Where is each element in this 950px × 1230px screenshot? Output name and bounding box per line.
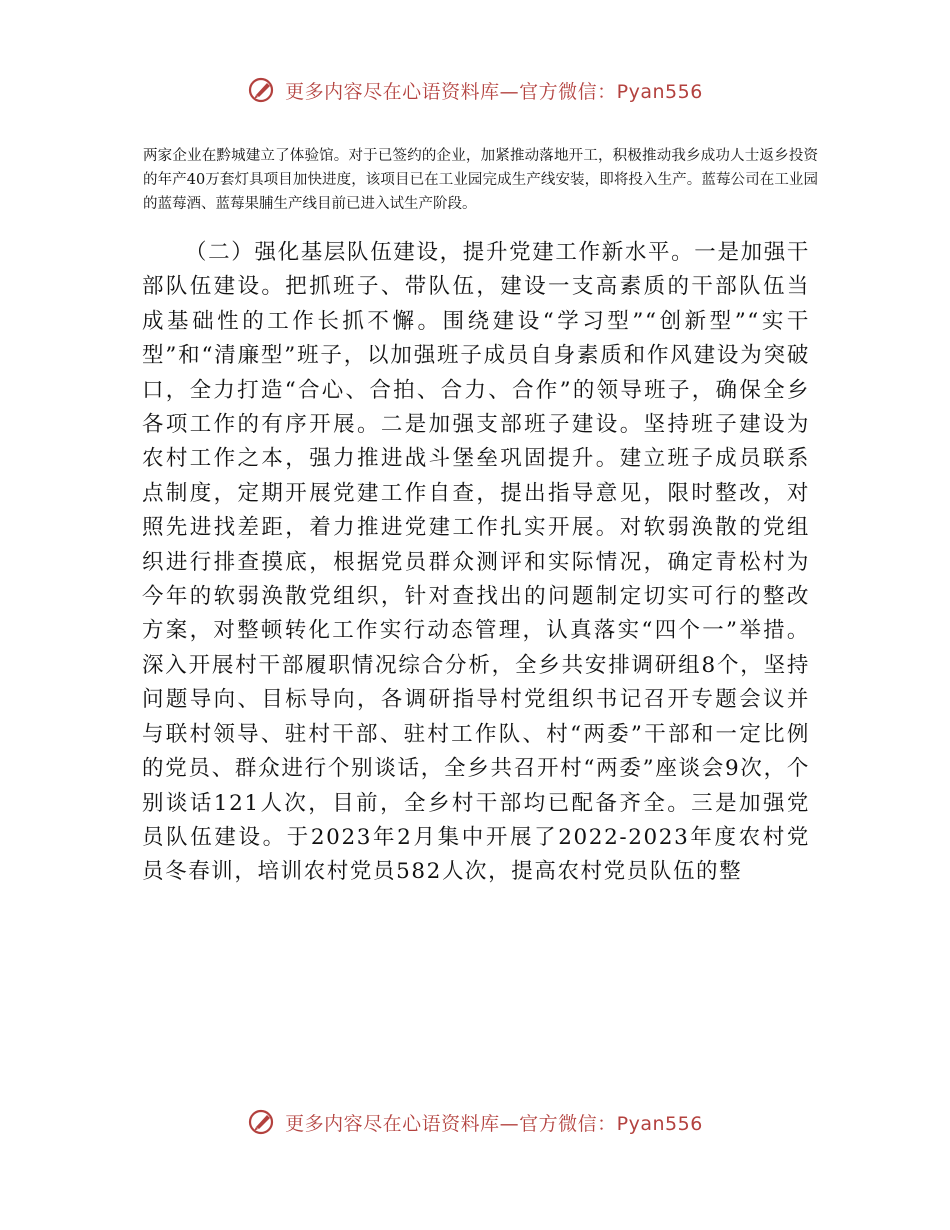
watermark-text: 更多内容尽在心语资料库—官方微信：Pyan556	[285, 1112, 703, 1135]
pen-logo-icon	[247, 75, 277, 105]
watermark-banner-top	[0, 70, 950, 110]
pen-logo-icon	[247, 1107, 277, 1137]
continued-paragraph: 两家企业在黔城建立了体验馆。对于已签约的企业，加紧推动落地开工，积极推动我乡成功人士返乡投资的年产40万套灯具项目加快进度，该项目已在工业园完成生产线安装，即将投入生产。蓝莓公司在工业园的蓝莓酒、蓝莓果脯生产线目前已进入试生产阶段。	[143, 148, 818, 212]
watermark-text: 更多内容尽在心语资料库—官方微信：Pyan556	[285, 80, 703, 103]
main-paragraph: （二）强化基层队伍建设，提升党建工作新水平。一是加强干部队伍建设。把抓班子、带队伍，建设一支高素质的干部队伍当成基础性的工作长抓不懈。围绕建设“学习型”“创新型”“实干型”和“清廉型”班子，以加强班子成员自身素质和作风建设为突破口，全力打造“合心、合拍、合力、合作”的领导班子，确保全乡各项工作的有序开展。二是加强支部班子建设。坚持班子建设为农村工作之本，强力推进战斗堡垒巩固提升。建立班子成员联系点制度，定期开展党建工作自查，提出指导意见，限时整改，对照先进找差距，着力推进党建工作扎实开展。对软弱涣散的党组织进行排查摸底，根据党员群众测评和实际情况，确定青松村为今年的软弱涣散党组织，针对查找出的问题制定切实可行的整改方案，对整顿转化工作实行动态管理，认真落实“四个一”举措。深入开展村干部履职情况综合分析，全乡共安排调研组8个，坚持问题导向、目标导向，各调研指导村党组织书记召开专题会议并与联村领导、驻村干部、驻村工作队、村“两委”干部和一定比例的党员、群众进行个别谈话，全乡共召开村“两委”座谈会9次，个别谈话121人次，目前，全乡村干部均已配备齐全。三是加强党员队伍建设。于2023年2月集中开展了2022-2023年度农村党员冬春训，培训农村党员582人次，提高农村党员队伍的整	[142, 240, 810, 885]
watermark-banner-bottom	[0, 1102, 950, 1142]
